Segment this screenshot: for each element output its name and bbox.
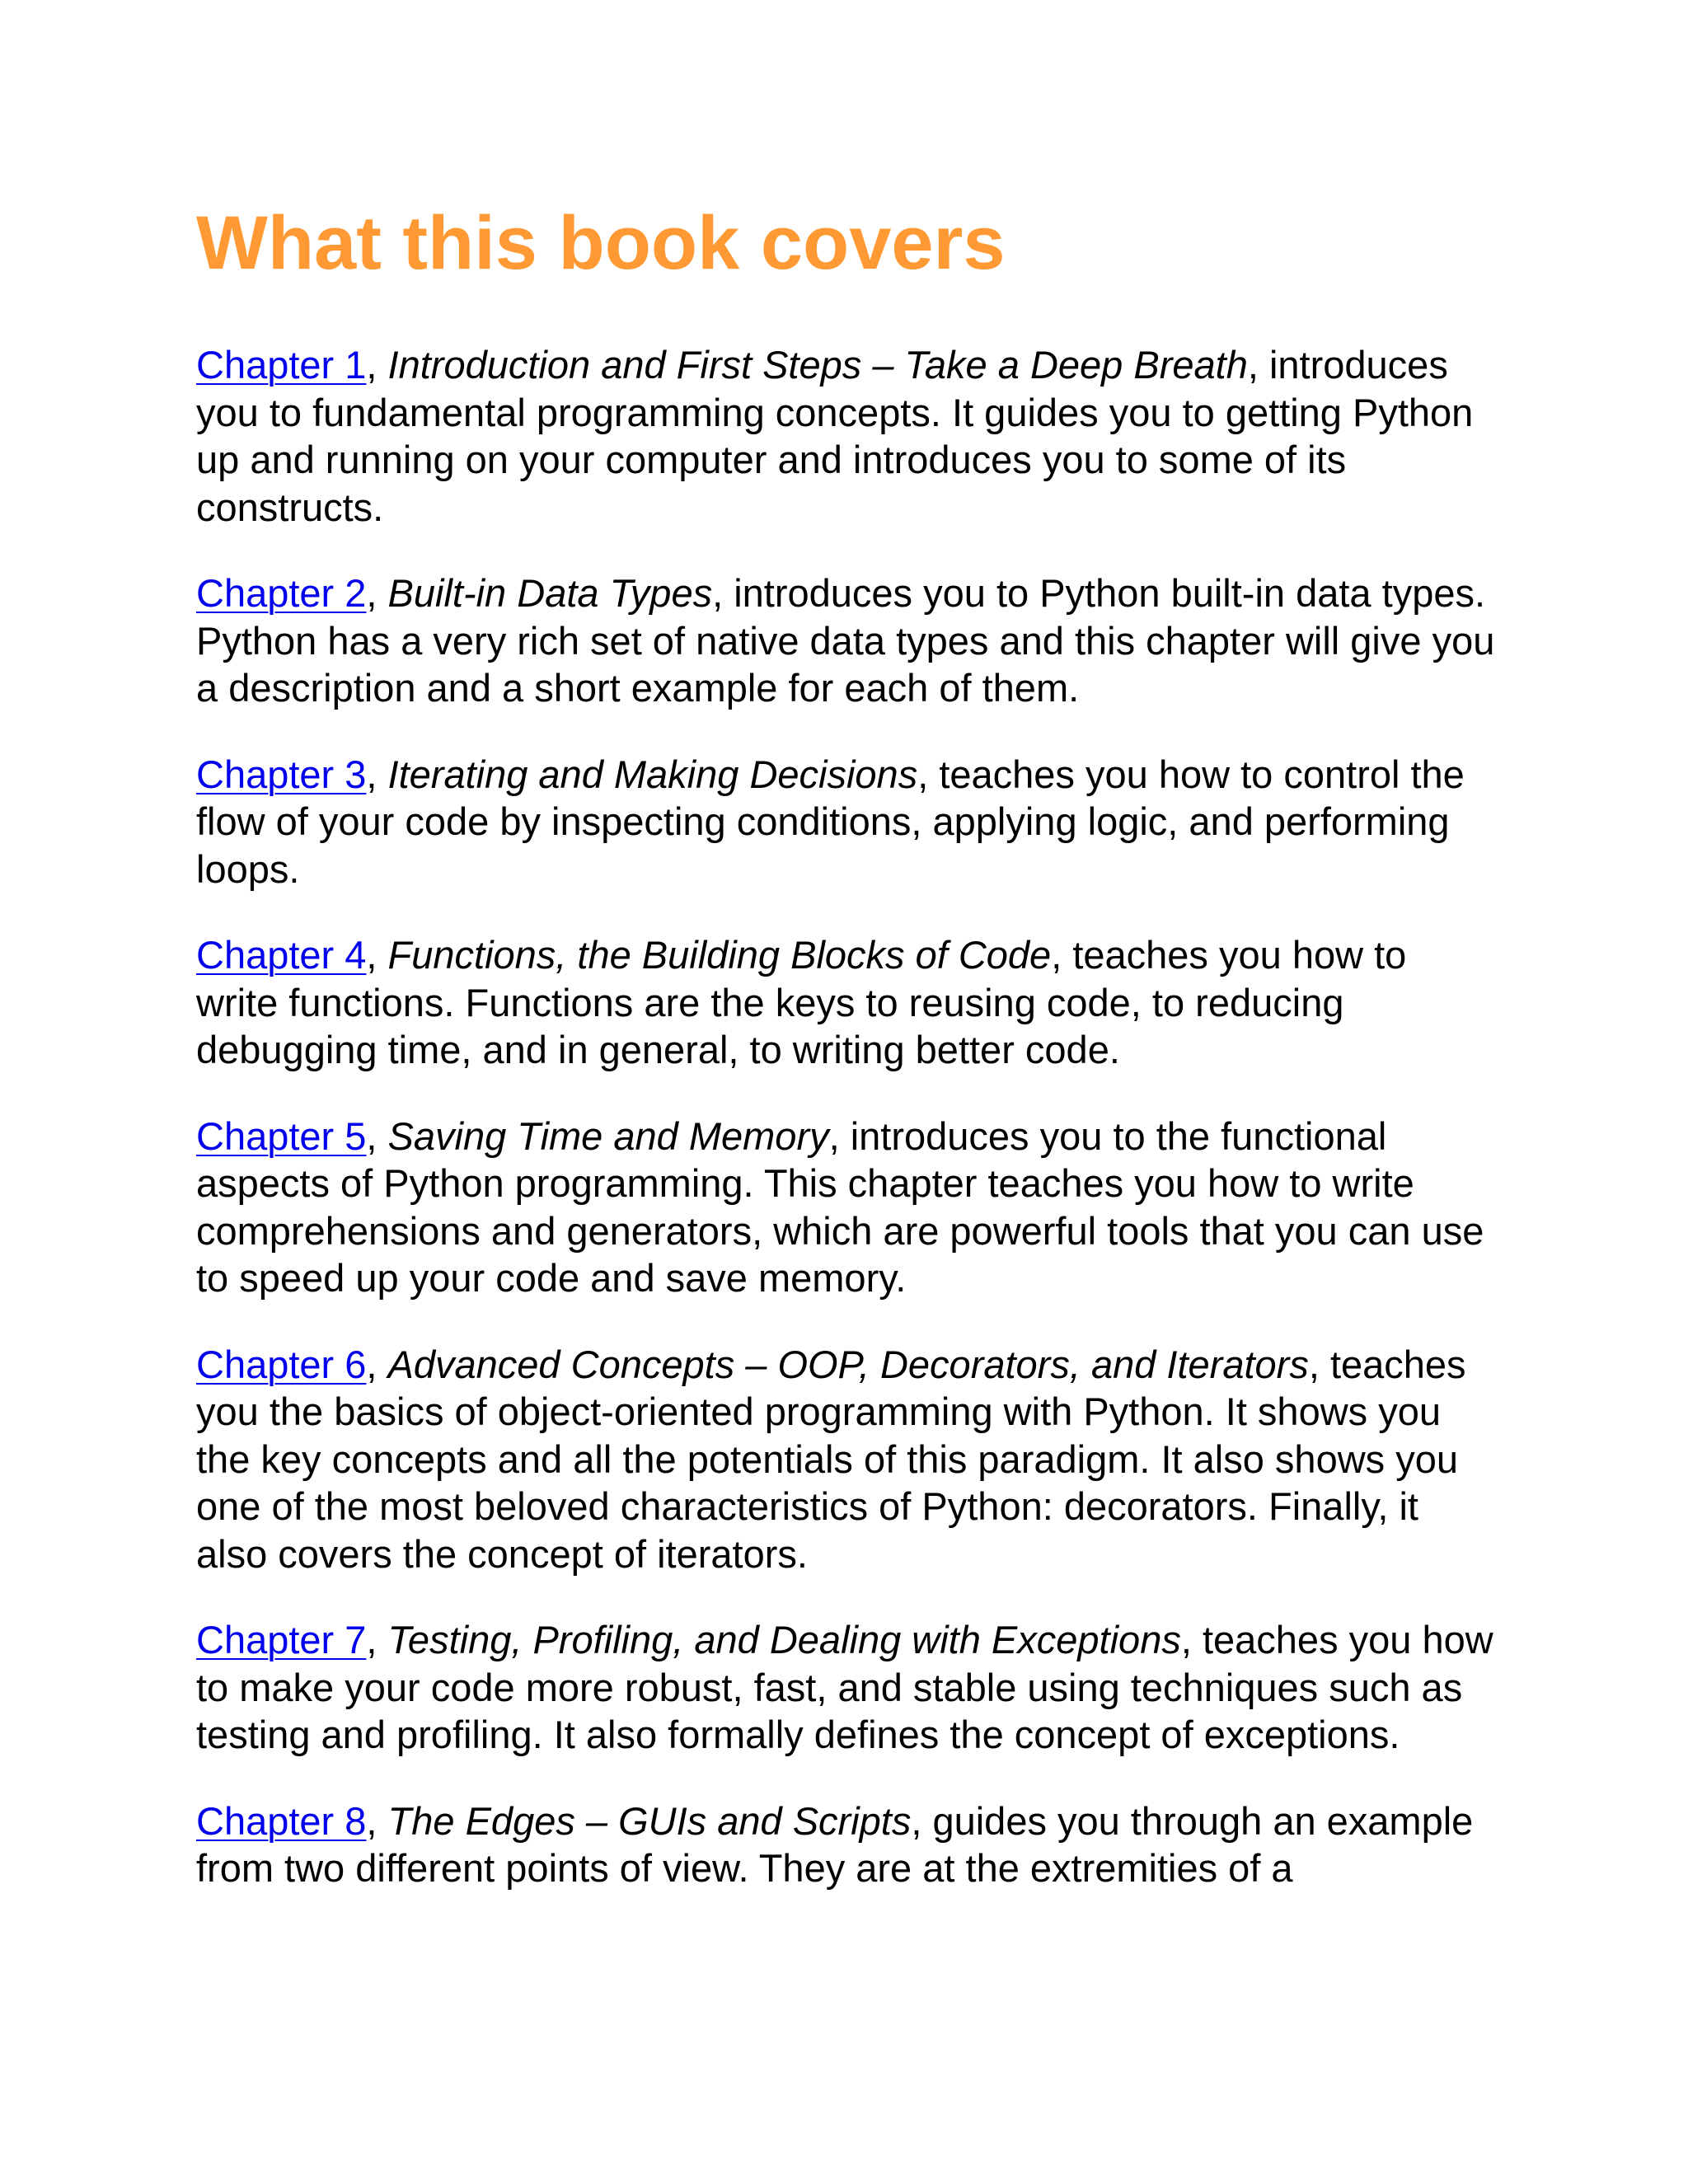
chapter-description: , teaches you the basics of object-oriented programming with Python. It shows you the key concepts and all the potentials of this paradigm. It also shows you one of the most beloved characteristics of Python: decorators. Finally, it also covers the concept of iterators. xyxy=(196,1342,1466,1576)
chapter-title: Iterating and Making Decisions xyxy=(387,752,918,796)
chapter-description: , teaches you how to write functions. Functions are the keys to reusing code, to reducing debugging time, and in general, to writing better code. xyxy=(196,933,1407,1071)
chapter-title: Introduction and First Steps – Take a Deep Breath xyxy=(387,343,1248,387)
chapter-title: Functions, the Building Blocks of Code xyxy=(387,933,1052,977)
chapter-title: The Edges – GUIs and Scripts xyxy=(387,1798,912,1843)
chapter-8-link[interactable]: Chapter 8 xyxy=(196,1798,367,1843)
chapter-separator: , xyxy=(366,1342,388,1386)
chapter-description: , introduces you to the functional aspects of Python programming. This chapter teaches you how to write comprehensions and generators, which are powerful tools that you can use to speed up your code and save memory. xyxy=(196,1113,1484,1300)
chapter-separator: , xyxy=(366,1618,388,1661)
chapter-entry xyxy=(196,1616,1498,1759)
chapter-separator: , xyxy=(366,1113,388,1158)
chapter-title: Advanced Concepts – OOP, Decorators, and Iterators xyxy=(387,1342,1309,1386)
chapter-entry xyxy=(196,1797,1498,1892)
chapter-title: Built-in Data Types xyxy=(387,571,713,615)
chapter-description: , teaches you how to control the flow of your code by inspecting conditions, applying logic, and performing loops. xyxy=(196,752,1465,891)
chapter-separator: , xyxy=(366,1798,388,1843)
chapter-entry xyxy=(196,569,1498,712)
chapter-description: , teaches you how to make your code more robust, fast, and stable using techniques such as testing and profiling. It also formally defines the concept of exceptions. xyxy=(196,1618,1493,1756)
chapter-7-link[interactable]: Chapter 7 xyxy=(196,1618,367,1661)
chapter-entry xyxy=(196,751,1498,893)
chapter-description: , guides you through an example from two different points of view. They are at the extremities of a xyxy=(196,1798,1474,1890)
page-heading: What this book covers xyxy=(196,201,1006,285)
chapter-separator: , xyxy=(366,571,388,615)
chapter-5-link[interactable]: Chapter 5 xyxy=(196,1113,367,1158)
chapter-entry xyxy=(196,931,1498,1074)
chapter-title: Testing, Profiling, and Dealing with Exceptions xyxy=(387,1618,1181,1661)
chapter-separator: , xyxy=(366,752,388,796)
chapter-6-link[interactable]: Chapter 6 xyxy=(196,1342,367,1386)
chapter-separator: , xyxy=(366,343,388,387)
chapter-list xyxy=(196,341,1498,1931)
chapter-3-link[interactable]: Chapter 3 xyxy=(196,752,367,796)
chapter-description: , introduces you to Python built-in data types. Python has a very rich set of native data types and this chapter will give you a description and a short example for each of them. xyxy=(196,571,1495,710)
chapter-2-link[interactable]: Chapter 2 xyxy=(196,571,367,615)
chapter-entry xyxy=(196,1113,1498,1302)
chapter-1-link[interactable]: Chapter 1 xyxy=(196,343,367,387)
chapter-title: Saving Time and Memory xyxy=(387,1113,829,1158)
chapter-entry xyxy=(196,1341,1498,1578)
chapter-description: , introduces you to fundamental programming concepts. It guides you to getting Python up and running on your computer and introduces you to some of its constructs. xyxy=(196,343,1474,529)
chapter-4-link[interactable]: Chapter 4 xyxy=(196,933,367,977)
chapter-separator: , xyxy=(366,933,388,977)
chapter-entry xyxy=(196,341,1498,531)
